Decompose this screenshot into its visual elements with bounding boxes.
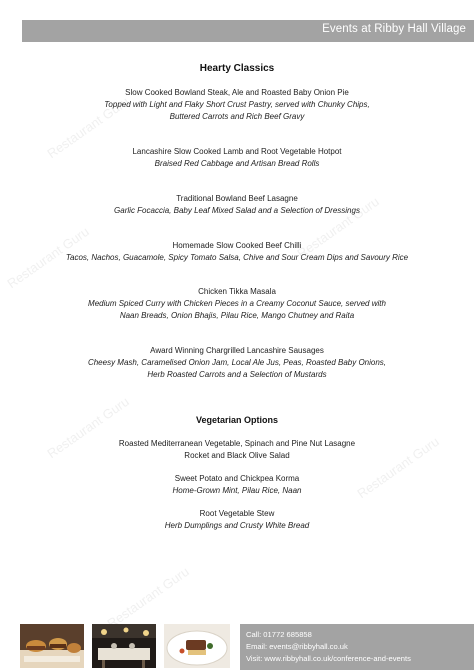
menu-item-name: Rocket and Black Olive Salad (184, 451, 290, 460)
menu-item (30, 345, 444, 381)
menu-item (30, 473, 444, 497)
watermark-text: Restaurant Guru (44, 393, 132, 462)
header-banner (22, 20, 474, 42)
menu-item-description: Medium Spiced Curry with Chicken Pieces in a Creamy Coconut Sauce, served with (88, 299, 386, 308)
menu-item-name: Slow Cooked Bowland Steak, Ale and Roasted Baby Onion Pie (125, 88, 349, 97)
food-photo-plated-dish (164, 624, 230, 668)
menu-item-name: Chicken Tikka Masala (198, 287, 276, 296)
menu-item-description: Herb Roasted Carrots and a Selection of Mustards (147, 370, 327, 379)
menu-item (30, 87, 444, 123)
menu-item-name: Traditional Bowland Beef Lasagne (176, 194, 298, 203)
contact-footer (240, 624, 474, 670)
menu-item-name: Lancashire Slow Cooked Lamb and Root Vegetable Hotpot (132, 147, 342, 156)
menu-item-description: Home-Grown Mint, Pilau Rice, Naan (172, 486, 302, 495)
menu-item-description: Herb Dumplings and Crusty White Bread (164, 521, 310, 530)
menu-item-description: Topped with Light and Flaky Short Crust Pastry, served with Chunky Chips, (104, 100, 370, 109)
menu-item (30, 508, 444, 532)
watermark-text: Restaurant Guru (294, 193, 382, 262)
menu-item (30, 286, 444, 322)
watermark-text: Restaurant Guru (354, 433, 442, 502)
menu-item-name: Sweet Potato and Chickpea Korma (174, 474, 300, 483)
menu-item-description: Cheesy Mash, Caramelised Onion Jam, Local Ale Jus, Peas, Roasted Baby Onions, (87, 358, 387, 367)
menu-item-name: Homemade Slow Cooked Beef Chilli (172, 241, 302, 250)
section-title-vegetarian-options: Vegetarian Options (195, 415, 279, 425)
contact-email[interactable]: Email: events@ribbyhall.co.uk (246, 642, 348, 651)
menu-item (30, 193, 444, 217)
menu-item-description: Tacos, Nachos, Guacamole, Spicy Tomato Salsa, Chive and Sour Cream Dips and Savoury Rice (65, 253, 409, 262)
menu-item (30, 438, 444, 462)
page-title: Events at Ribby Hall Village (322, 23, 466, 35)
menu-item-name: Root Vegetable Stew (199, 509, 275, 518)
watermark-text: Restaurant Guru (4, 223, 92, 292)
menu-item-name: Roasted Mediterranean Vegetable, Spinach and Pine Nut Lasagne (118, 439, 356, 448)
menu-item (30, 146, 444, 170)
section-title-hearty-classics: Hearty Classics (199, 63, 275, 74)
contact-phone: Call: 01772 685858 (246, 630, 312, 639)
menu-item-description: Buttered Carrots and Rich Beef Gravy (169, 112, 305, 121)
menu-item-description: Braised Red Cabbage and Artisan Bread Rolls (154, 159, 320, 168)
menu-item-description: Garlic Focaccia, Baby Leaf Mixed Salad and a Selection of Dressings (114, 206, 360, 215)
menu-item (30, 240, 444, 264)
food-photo-burgers (20, 624, 84, 668)
watermark-text: Restaurant Guru (44, 93, 132, 162)
menu-item-description: Naan Breads, Onion Bhajis, Pilau Rice, Mango Chutney and Raita (119, 311, 355, 320)
watermark-text: Restaurant Guru (104, 563, 192, 632)
menu-item-name: Award Winning Chargrilled Lancashire Sausages (150, 346, 324, 355)
contact-website[interactable]: Visit: www.ribbyhall.co.uk/conference-and-events (246, 654, 411, 663)
food-photo-dining-room (92, 624, 156, 668)
